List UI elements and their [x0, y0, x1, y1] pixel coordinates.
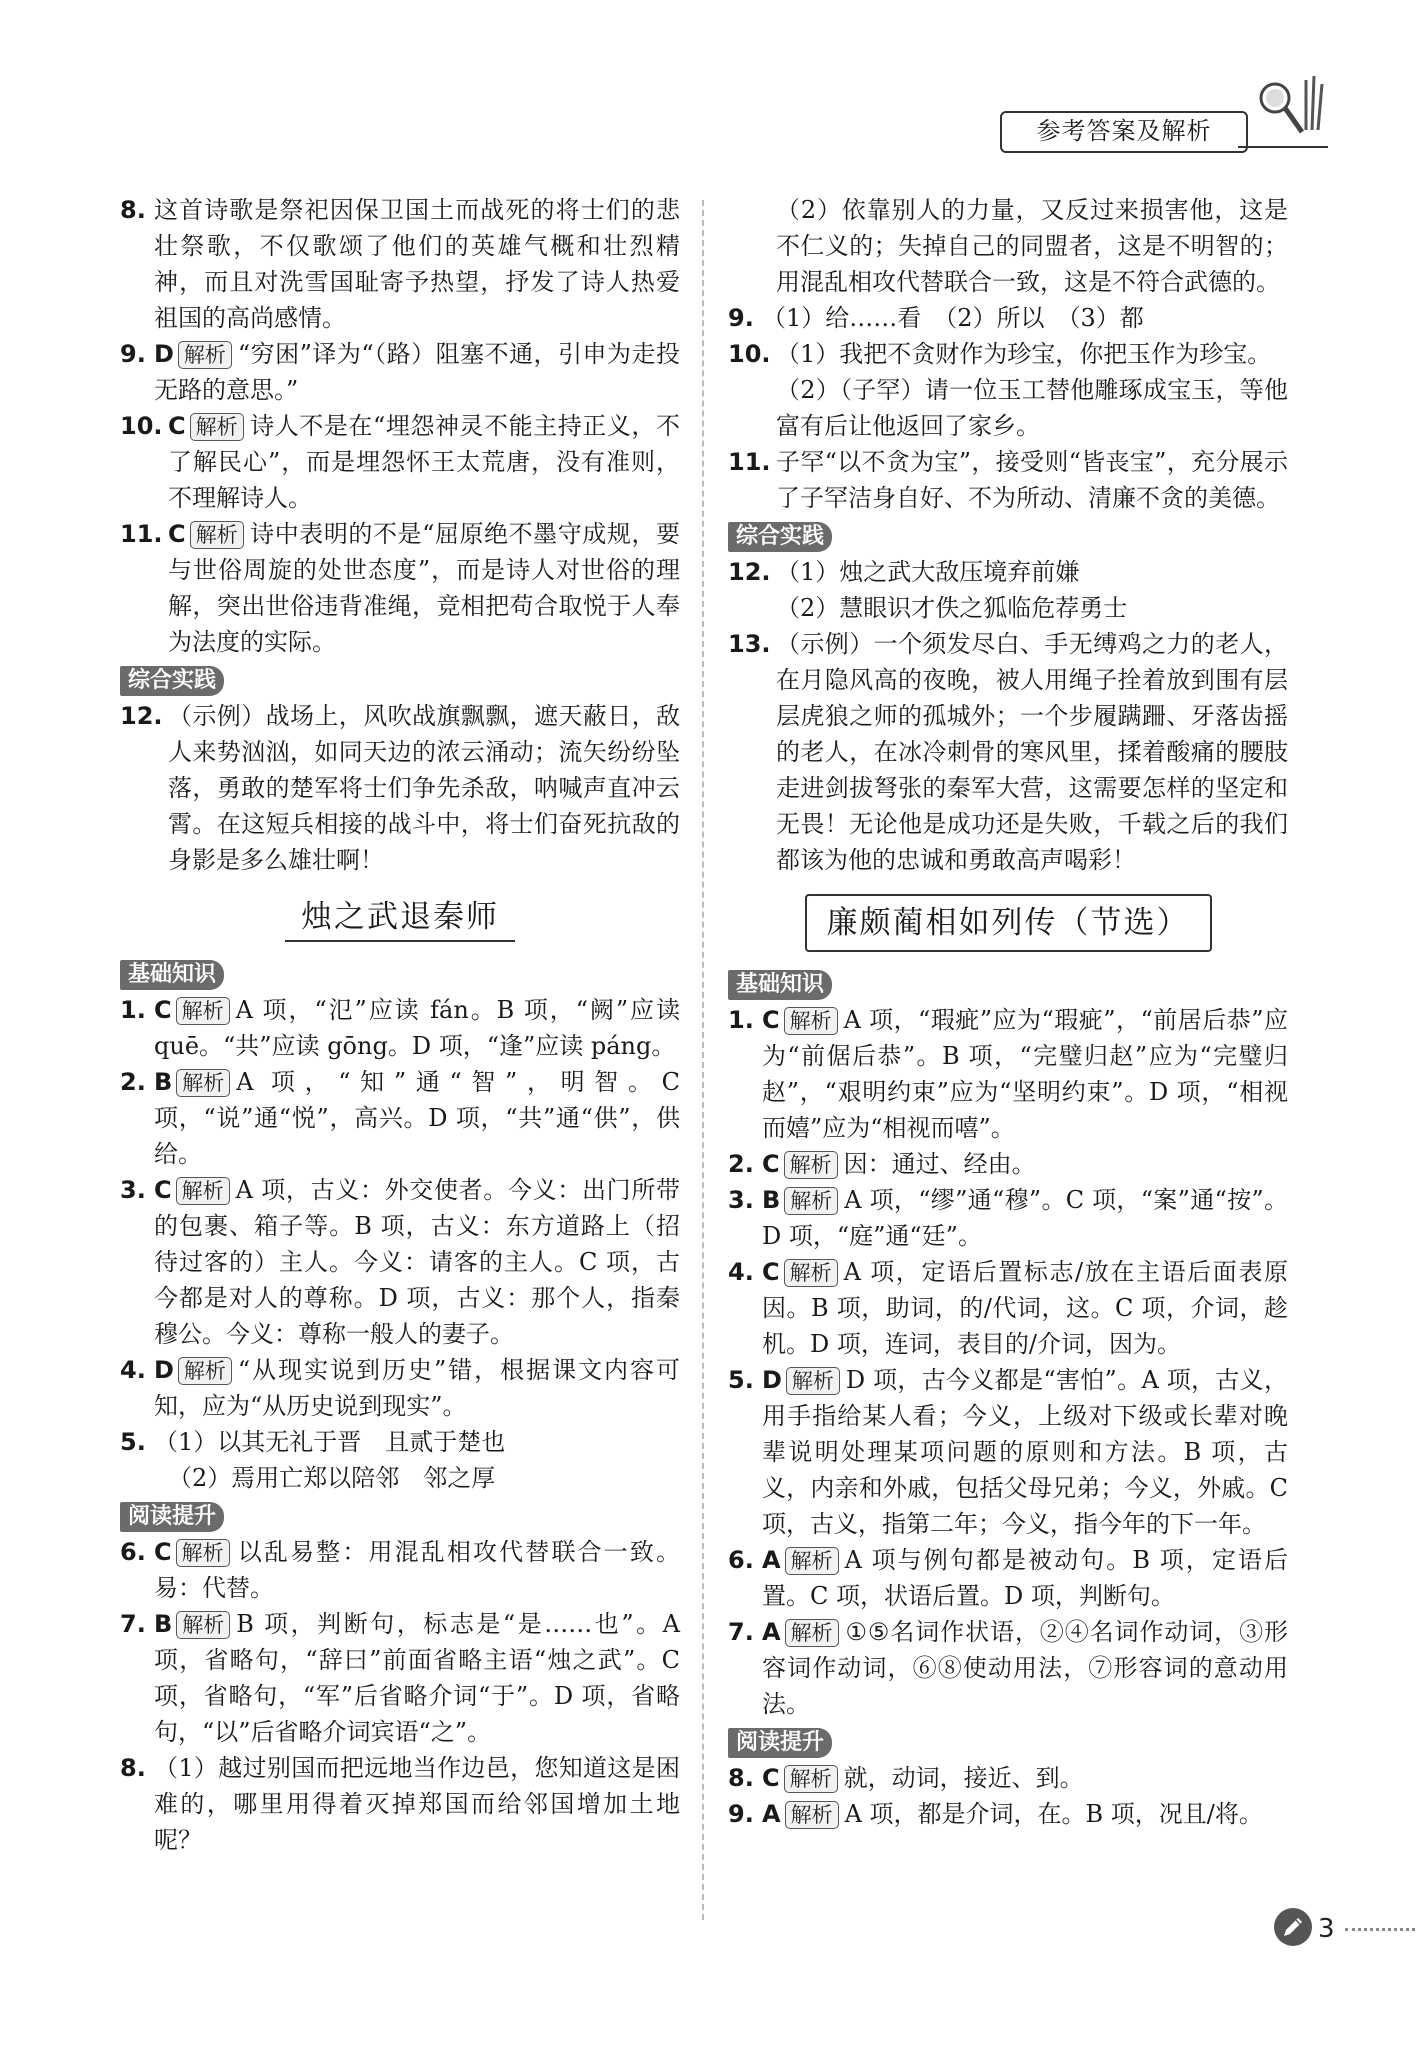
answer-item: 13. （示例）一个须发尽白、手无缚鸡之力的老人，在月隐风高的夜晚，被人用绳子拴着放到围有层层虎狼之师的孤城外；一个步履蹒跚、牙落齿摇的老人，在冰冷刺骨的寒风里，揉着酸痛的腰肢走进剑拔弩张的秦军大营，这需要怎样的坚定和无畏！无论他是成功还是失败，千载之后的我们都该为他的忠诚和勇敢高声喝彩！ [728, 630, 1288, 874]
answer-choice: C [762, 1150, 780, 1178]
analysis-tag: 解析 [190, 521, 244, 549]
answer-subline: （2）焉用亡郑以陪邻 邻之厚 [168, 1464, 496, 1492]
answer-choice: C [762, 1764, 780, 1792]
answer-item: 8. （1）越过别国而把远地当作边邑，您知道这是困难的，哪里用得着灭掉郑国而给邻国增加土地呢？ [120, 1754, 680, 1854]
analysis-tag: 解析 [178, 1357, 232, 1385]
answer-text: D 项，古今义都是“害怕”。A 项，古义，用手指给某人看；今义，上级对下级或长辈对晚辈说明处理某项问题的原则和方法。B 项，古义，内亲和外戚，包括父母兄弟；今义，外戚。C 项，古义，指第二年；今义，指今年的下一年。 [762, 1366, 1288, 1538]
pencil-icon [1272, 1906, 1314, 1948]
answer-choice: B [154, 1610, 173, 1638]
answer-text: 这首诗歌是祭祀因保卫国土而战死的将士们的悲壮祭歌，不仅歌颂了他们的英雄气概和壮烈精神，而且对洗雪国耻寄予热望，抒发了诗人热爱祖国的高尚感情。 [154, 196, 680, 332]
answer-choice: C [168, 412, 186, 440]
answer-choice: C [154, 1538, 172, 1566]
analysis-tag: 解析 [176, 1069, 230, 1097]
answer-item: 8. C 解析 就，动词，接近、到。 [728, 1764, 1084, 1792]
analysis-tag: 解析 [784, 1765, 838, 1793]
answer-item: 9. A 解析 A 项，都是介词，在。B 项，况且/将。 [728, 1800, 1263, 1828]
analysis-tag: 解析 [176, 1177, 230, 1205]
answer-item: 6. C 解析 以乱易整：用混乱相攻代替联合一致。易：代替。 [120, 1538, 680, 1602]
analysis-tag: 解析 [190, 413, 244, 441]
answer-text: 诗中表明的不是“屈原绝不墨守成规，要与世俗周旋的处世态度”，而是诗人对世俗的理解，突出世俗违背准绳，竞相把苟合取悦于人奉为法度的实际。 [168, 520, 680, 656]
answer-text: （1）我把不贪财作为珍宝，你把玉作为珍宝。 [776, 340, 1272, 368]
answer-choice: C [168, 520, 186, 548]
answer-text: A 项，都是介词，在。B 项，况且/将。 [844, 1800, 1263, 1828]
lesson-title: 廉颇蔺相如列传（节选） [728, 894, 1288, 952]
answer-text: “从现实说到历史”错，根据课文内容可知，应为“从历史说到现实”。 [154, 1356, 680, 1420]
answer-choice: A [762, 1618, 781, 1646]
answer-text: 诗人不是在“埋怨神灵不能主持正义，不了解民心”，而是埋怨怀王太荒唐，没有准则，不理解诗人。 [168, 412, 680, 512]
answer-choice: D [154, 340, 174, 368]
column-divider [702, 200, 704, 1920]
right-column [728, 192, 1288, 1832]
analysis-tag: 解析 [176, 997, 230, 1025]
answer-item: 11. C 解析 诗中表明的不是“屈原绝不墨守成规，要与世俗周旋的处世态度”，而是诗人对世俗的理解，突出世俗违背准绳，竞相把苟合取悦于人奉为法度的实际。 [120, 520, 680, 656]
answer-item: 12. （1）烛之武大敌压境弃前嫌 [728, 558, 1080, 586]
answer-text: B 项，判断句，标志是“是……也”。A 项，省略句，“辞曰”前面省略主语“烛之武”。C 项，省略句，“军”后省略介词“于”。D 项，省略句，“以”后省略介词宾语“之”。 [154, 1610, 680, 1746]
answer-item: 2. B 解析 A 项，“知”通“智”，明智。C 项，“说”通“悦”，高兴。D 项，“共”通“供”，供给。 [120, 1068, 680, 1168]
answer-choice: C [762, 1006, 780, 1034]
answer-text: A 项，定语后置标志/放在主语后面表原因。B 项，助词，的/代词，这。C 项，介词，趁机。D 项，连词，表目的/介词，因为。 [762, 1258, 1288, 1358]
answer-text: 以乱易整：用混乱相攻代替联合一致。易：代替。 [154, 1538, 680, 1602]
analysis-tag: 解析 [784, 1007, 838, 1035]
header-rule [1238, 146, 1328, 148]
analysis-tag: 解析 [784, 1187, 838, 1215]
answer-item: 10. （1）我把不贪财作为珍宝，你把玉作为珍宝。 [728, 340, 1272, 368]
answer-item: 12. （示例）战场上，风吹战旗飘飘，遮天蔽日，敌人来势汹汹，如同天边的浓云涌动；流矢纷纷坠落，勇敢的楚军将士们争先杀敌，呐喊声直冲云霄。在这短兵相接的战斗中，将士们奋死抗敌的身影是多么雄壮啊！ [120, 702, 680, 874]
section-label: 基础知识 [728, 970, 832, 1000]
answer-text: A 项与例句都是被动句。B 项，定语后置。C 项，状语后置。D 项，判断句。 [762, 1546, 1288, 1610]
answer-item: 4. D 解析 “从现实说到历史”错，根据课文内容可知，应为“从历史说到现实”。 [120, 1356, 680, 1420]
answer-item: 3. C 解析 A 项，古义：外交使者。今义：出门所带的包裹、箱子等。B 项，古义：东方道路上（招待过客的）主人。今义：请客的主人。C 项，古今都是对人的尊称。D 项，古义：那个人，指秦穆公。今义：尊称一般人的妻子。 [120, 1176, 680, 1348]
answer-text: （1）给……看 （2）所以 （3）都 [762, 304, 1144, 332]
answer-choice: A [762, 1800, 781, 1828]
header-title: 参考答案及解析 [1000, 111, 1248, 153]
answer-text: （1）以其无礼于晋 且贰于楚也 [154, 1428, 506, 1456]
section-label: 基础知识 [120, 960, 224, 990]
answer-text: “穷困”译为“（路）阻塞不通，引申为走投无路的意思。” [154, 340, 680, 404]
section-label: 阅读提升 [728, 1728, 832, 1758]
answer-item: 7. B 解析 B 项，判断句，标志是“是……也”。A 项，省略句，“辞曰”前面省略主语“烛之武”。C 项，省略句，“军”后省略介词“于”。D 项，省略句，“以”后省略介词宾语“之”。 [120, 1610, 680, 1746]
answer-item: 9. D 解析 “穷困”译为“（路）阻塞不通，引申为走投无路的意思。” [120, 340, 680, 404]
left-column [120, 192, 680, 1858]
magnifier-pencil-icon [1250, 70, 1330, 140]
answer-text: （1）烛之武大敌压境弃前嫌 [776, 558, 1080, 586]
answer-text: A 项，“知”通“智”，明智。C 项，“说”通“悦”，高兴。D 项，“共”通“供”，供给。 [154, 1068, 680, 1168]
answer-item: 1. C 解析 A 项，“氾”应读 fán。B 项，“阙”应读 quē。“共”应读 gōng。D 项，“逢”应读 páng。 [120, 996, 680, 1060]
analysis-tag: 解析 [785, 1547, 839, 1575]
answer-subline: （2）（子罕）请一位玉工替他雕琢成宝玉，等他富有后让他返回了家乡。 [776, 376, 1288, 440]
lesson-title: 烛之武退秦师 [120, 894, 680, 942]
answer-choice: C [154, 1176, 172, 1204]
answer-subline: （2）依靠别人的力量，又反过来损害他，这是不仁义的；失掉自己的同盟者，这是不明智的；用混乱相攻代替联合一致，这是不符合武德的。 [776, 196, 1288, 296]
answer-item: 9. （1）给……看 （2）所以 （3）都 [728, 304, 1144, 332]
answer-text: A 项，“瑕疵”应为“瑕疵”，“前居后恭”应为“前倨后恭”。B 项，“完璧归赵”应为“完璧归赵”，“艰明约束”应为“坚明约束”。D 项，“相视而嬉”应为“相视而嘻”。 [762, 1006, 1288, 1142]
footer-dots [1345, 1928, 1415, 1931]
answer-item: 7. A 解析 ①⑤名词作状语，②④名词作动词，③形容词作动词，⑥⑧使动用法，⑦形容词的意动用法。 [728, 1618, 1288, 1718]
answer-text: （示例）一个须发尽白、手无缚鸡之力的老人，在月隐风高的夜晚，被人用绳子拴着放到围有层层虎狼之师的孤城外；一个步履蹒跚、牙落齿摇的老人，在冰冷刺骨的寒风里，揉着酸痛的腰肢走进剑拔弩张的秦军大营，这需要怎样的坚定和无畏！无论他是成功还是失败，千载之后的我们都该为他的忠诚和勇敢高声喝彩！ [776, 630, 1288, 874]
answer-text: 就，动词，接近、到。 [843, 1764, 1084, 1792]
section-label: 综合实践 [728, 522, 832, 552]
answer-choice: D [154, 1356, 174, 1384]
answer-item: 11. 子罕“以不贪为宝”，接受则“皆丧宝”，充分展示了子罕洁身自好、不为所动、清廉不贪的美德。 [728, 448, 1288, 512]
answer-text: （1）越过别国而把远地当作边邑，您知道这是困难的，哪里用得着灭掉郑国而给邻国增加土地呢？ [154, 1754, 680, 1854]
answer-choice: C [154, 996, 172, 1024]
answer-item: 5. （1）以其无礼于晋 且贰于楚也 [120, 1428, 506, 1456]
answer-text: ①⑤名词作状语，②④名词作动词，③形容词作动词，⑥⑧使动用法，⑦形容词的意动用法。 [762, 1618, 1288, 1718]
answer-item: 4. C 解析 A 项，定语后置标志/放在主语后面表原因。B 项，助词，的/代词，这。C 项，介词，趁机。D 项，连词，表目的/介词，因为。 [728, 1258, 1288, 1358]
analysis-tag: 解析 [785, 1619, 839, 1647]
answer-text: A 项，“缪”通“穆”。C 项，“案”通“按”。D 项，“庭”通“廷”。 [762, 1186, 1288, 1250]
analysis-tag: 解析 [786, 1367, 840, 1395]
answer-item: 1. C 解析 A 项，“瑕疵”应为“瑕疵”，“前居后恭”应为“前倨后恭”。B 项，“完璧归赵”应为“完璧归赵”，“艰明约束”应为“坚明约束”。D 项，“相视而嬉”应为“相视而嘻”。 [728, 1006, 1288, 1142]
analysis-tag: 解析 [176, 1539, 230, 1567]
answer-item: 5. D 解析 D 项，古今义都是“害怕”。A 项，古义，用手指给某人看；今义，上级对下级或长辈对晚辈说明处理某项问题的原则和方法。B 项，古义，内亲和外戚，包括父母兄弟；今义，外戚。C 项，古义，指第二年；今义，指今年的下一年。 [728, 1366, 1288, 1538]
answer-item: 2. C 解析 因：通过、经由。 [728, 1150, 1036, 1178]
answer-text: （示例）战场上，风吹战旗飘飘，遮天蔽日，敌人来势汹汹，如同天边的浓云涌动；流矢纷纷坠落，勇敢的楚军将士们争先杀敌，呐喊声直冲云霄。在这短兵相接的战斗中，将士们奋死抗敌的身影是多么雄壮啊！ [168, 702, 680, 874]
answer-choice: C [762, 1258, 780, 1286]
answer-subline: （2）慧眼识才佚之狐临危荐勇士 [776, 594, 1128, 622]
answer-choice: A [762, 1546, 781, 1574]
section-label: 综合实践 [120, 666, 224, 696]
page-number: 3 [1318, 1914, 1335, 1944]
answer-item: 8. 这首诗歌是祭祀因保卫国土而战死的将士们的悲壮祭歌，不仅歌颂了他们的英雄气概和壮烈精神，而且对洗雪国耻寄予热望，抒发了诗人热爱祖国的高尚感情。 [120, 196, 680, 332]
answer-item: 6. A 解析 A 项与例句都是被动句。B 项，定语后置。C 项，状语后置。D 项，判断句。 [728, 1546, 1288, 1610]
answer-item: 10. C 解析 诗人不是在“埋怨神灵不能主持正义，不了解民心”，而是埋怨怀王太荒唐，没有准则，不理解诗人。 [120, 412, 680, 512]
answer-text: 子罕“以不贪为宝”，接受则“皆丧宝”，充分展示了子罕洁身自好、不为所动、清廉不贪的美德。 [776, 448, 1288, 512]
answer-choice: B [154, 1068, 173, 1096]
answer-choice: B [762, 1186, 781, 1214]
answer-text: 因：通过、经由。 [843, 1150, 1036, 1178]
analysis-tag: 解析 [784, 1259, 838, 1287]
analysis-tag: 解析 [785, 1801, 839, 1829]
answer-text: A 项，古义：外交使者。今义：出门所带的包裹、箱子等。B 项，古义：东方道路上（招待过客的）主人。今义：请客的主人。C 项，古今都是对人的尊称。D 项，古义：那个人，指秦穆公。今义：尊称一般人的妻子。 [154, 1176, 680, 1348]
answer-text: A 项，“氾”应读 fán。B 项，“阙”应读 quē。“共”应读 gōng。D 项，“逢”应读 páng。 [154, 996, 680, 1060]
section-label: 阅读提升 [120, 1502, 224, 1532]
analysis-tag: 解析 [176, 1611, 230, 1639]
answer-choice: D [762, 1366, 782, 1394]
analysis-tag: 解析 [178, 341, 232, 369]
analysis-tag: 解析 [784, 1151, 838, 1179]
answer-item: 3. B 解析 A 项，“缪”通“穆”。C 项，“案”通“按”。D 项，“庭”通“廷”。 [728, 1186, 1288, 1250]
